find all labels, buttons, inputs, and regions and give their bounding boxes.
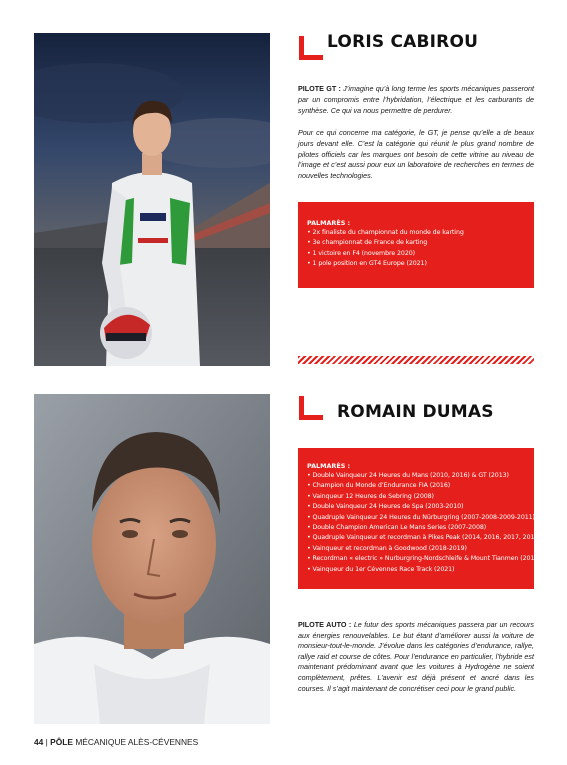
driver-portrait-illustration (34, 33, 270, 366)
romain-palmares-title: PALMARÈS : (307, 462, 351, 470)
palmares-item: • Champion du Monde d’Endurance FIA (2016) (307, 482, 451, 490)
page-footer (34, 737, 198, 747)
title-bracket-decoration (299, 396, 323, 420)
loris-quote (298, 84, 534, 116)
loris-palmares-list (307, 228, 525, 270)
palmares-item: • Double Vainqueur 24 Heures de Spa (2003-2010) (307, 503, 464, 511)
palmares-item: • Quadruple Vainqueur et recordman à Pikes Peak (2014, 2016, 2017, 2018) (307, 534, 541, 542)
loris-quote-text: J’imagine qu’à long terme les sports mécaniques passeront par un compromis entre l’hybridation, l’électrique et les carburants de synthèse. Ce qui va nous permettre de perdurer. (298, 84, 535, 115)
loris-cabirou-photo (34, 33, 270, 366)
palmares-item: • 3e championnat de France de karting (307, 239, 428, 247)
romain-dumas-photo (34, 394, 270, 724)
loris-body (298, 128, 534, 182)
palmares-item: • Vainqueur 12 Heures de Sebring (2008) (307, 492, 434, 500)
palmares-item: • Vainqueur et recordman à Goodwood (2018-2019) (307, 544, 467, 552)
page-number: 44 (34, 737, 44, 747)
romain-palmares-box (298, 448, 541, 589)
footer-pole: PÔLE (50, 737, 73, 747)
palmares-item: • 1 pole position en GT4 Europe (2021) (307, 260, 427, 268)
footer-separator: | (45, 737, 48, 747)
romain-palmares-list (307, 471, 541, 575)
romain-dumas-name: ROMAIN DUMAS (337, 402, 494, 422)
title-bracket-decoration (299, 36, 323, 60)
palmares-item: • Double Champion American Le Mans Series (2007-2008) (307, 524, 487, 532)
palmares-item: • Quadruple Vainqueur 24 Heures du Nürburgring (2007-2008-2009-2011) (307, 513, 535, 521)
driver-portrait-illustration (34, 394, 270, 724)
loris-palmares-box (298, 202, 534, 288)
loris-quote-label: PILOTE GT : (298, 84, 341, 93)
footer-publication: MÉCANIQUE ALÈS-CÉVENNES (75, 737, 199, 747)
palmares-item: • 1 victoire en F4 (novembre 2020) (307, 249, 415, 257)
palmares-item: • Recordman « electric » Nurburgring-Nordschleife & Mount Tianmen (2019) (307, 555, 541, 563)
romain-quote (298, 620, 534, 694)
palmares-item: • 2x finaliste du championnat du monde de karting (307, 229, 464, 236)
loris-palmares-title: PALMARÈS : (307, 219, 351, 227)
loris-cabirou-name: LORIS CABIROU (327, 32, 479, 52)
romain-quote-label: PILOTE AUTO : (298, 620, 352, 629)
hatched-divider (298, 356, 534, 364)
palmares-item: • Double Vainqueur 24 Heures du Mans (2010, 2016) & GT (2013) (307, 472, 509, 479)
loris-body-text: Pour ce qui concerne ma catégorie, le GT, je pense qu’elle a de beaux jours devant elle. C’est la catégorie qui réunit le plus grand nombre de pilotes officiels car les marques ont besoin de cette vitrine au niveau de l’image et c’est aussi pour eux un laboratoire de recherches en termes de nouvelles technologies. (298, 128, 534, 181)
romain-quote-text: Le futur des sports mécaniques passera par un recours aux énergies renouvelables. Le but étant d’améliorer aussi la voiture de monsieur-tout-le-monde. J’évolue dans les catégories d’endurance, rallye, rallye raid et course de côtes. Pour l’endurance en particulier, l’hybride est maintenant prédominant avant que les voitures à Hydrogène ne soient complètement, prêtes. L’avenir est déjà présent et ancré dans les courses. Il s’agit maintenant de concrétiser ceci pour le grand public. (298, 620, 534, 693)
palmares-item: • Vainqueur du 1er Cévennes Race Track (2021) (307, 565, 455, 573)
